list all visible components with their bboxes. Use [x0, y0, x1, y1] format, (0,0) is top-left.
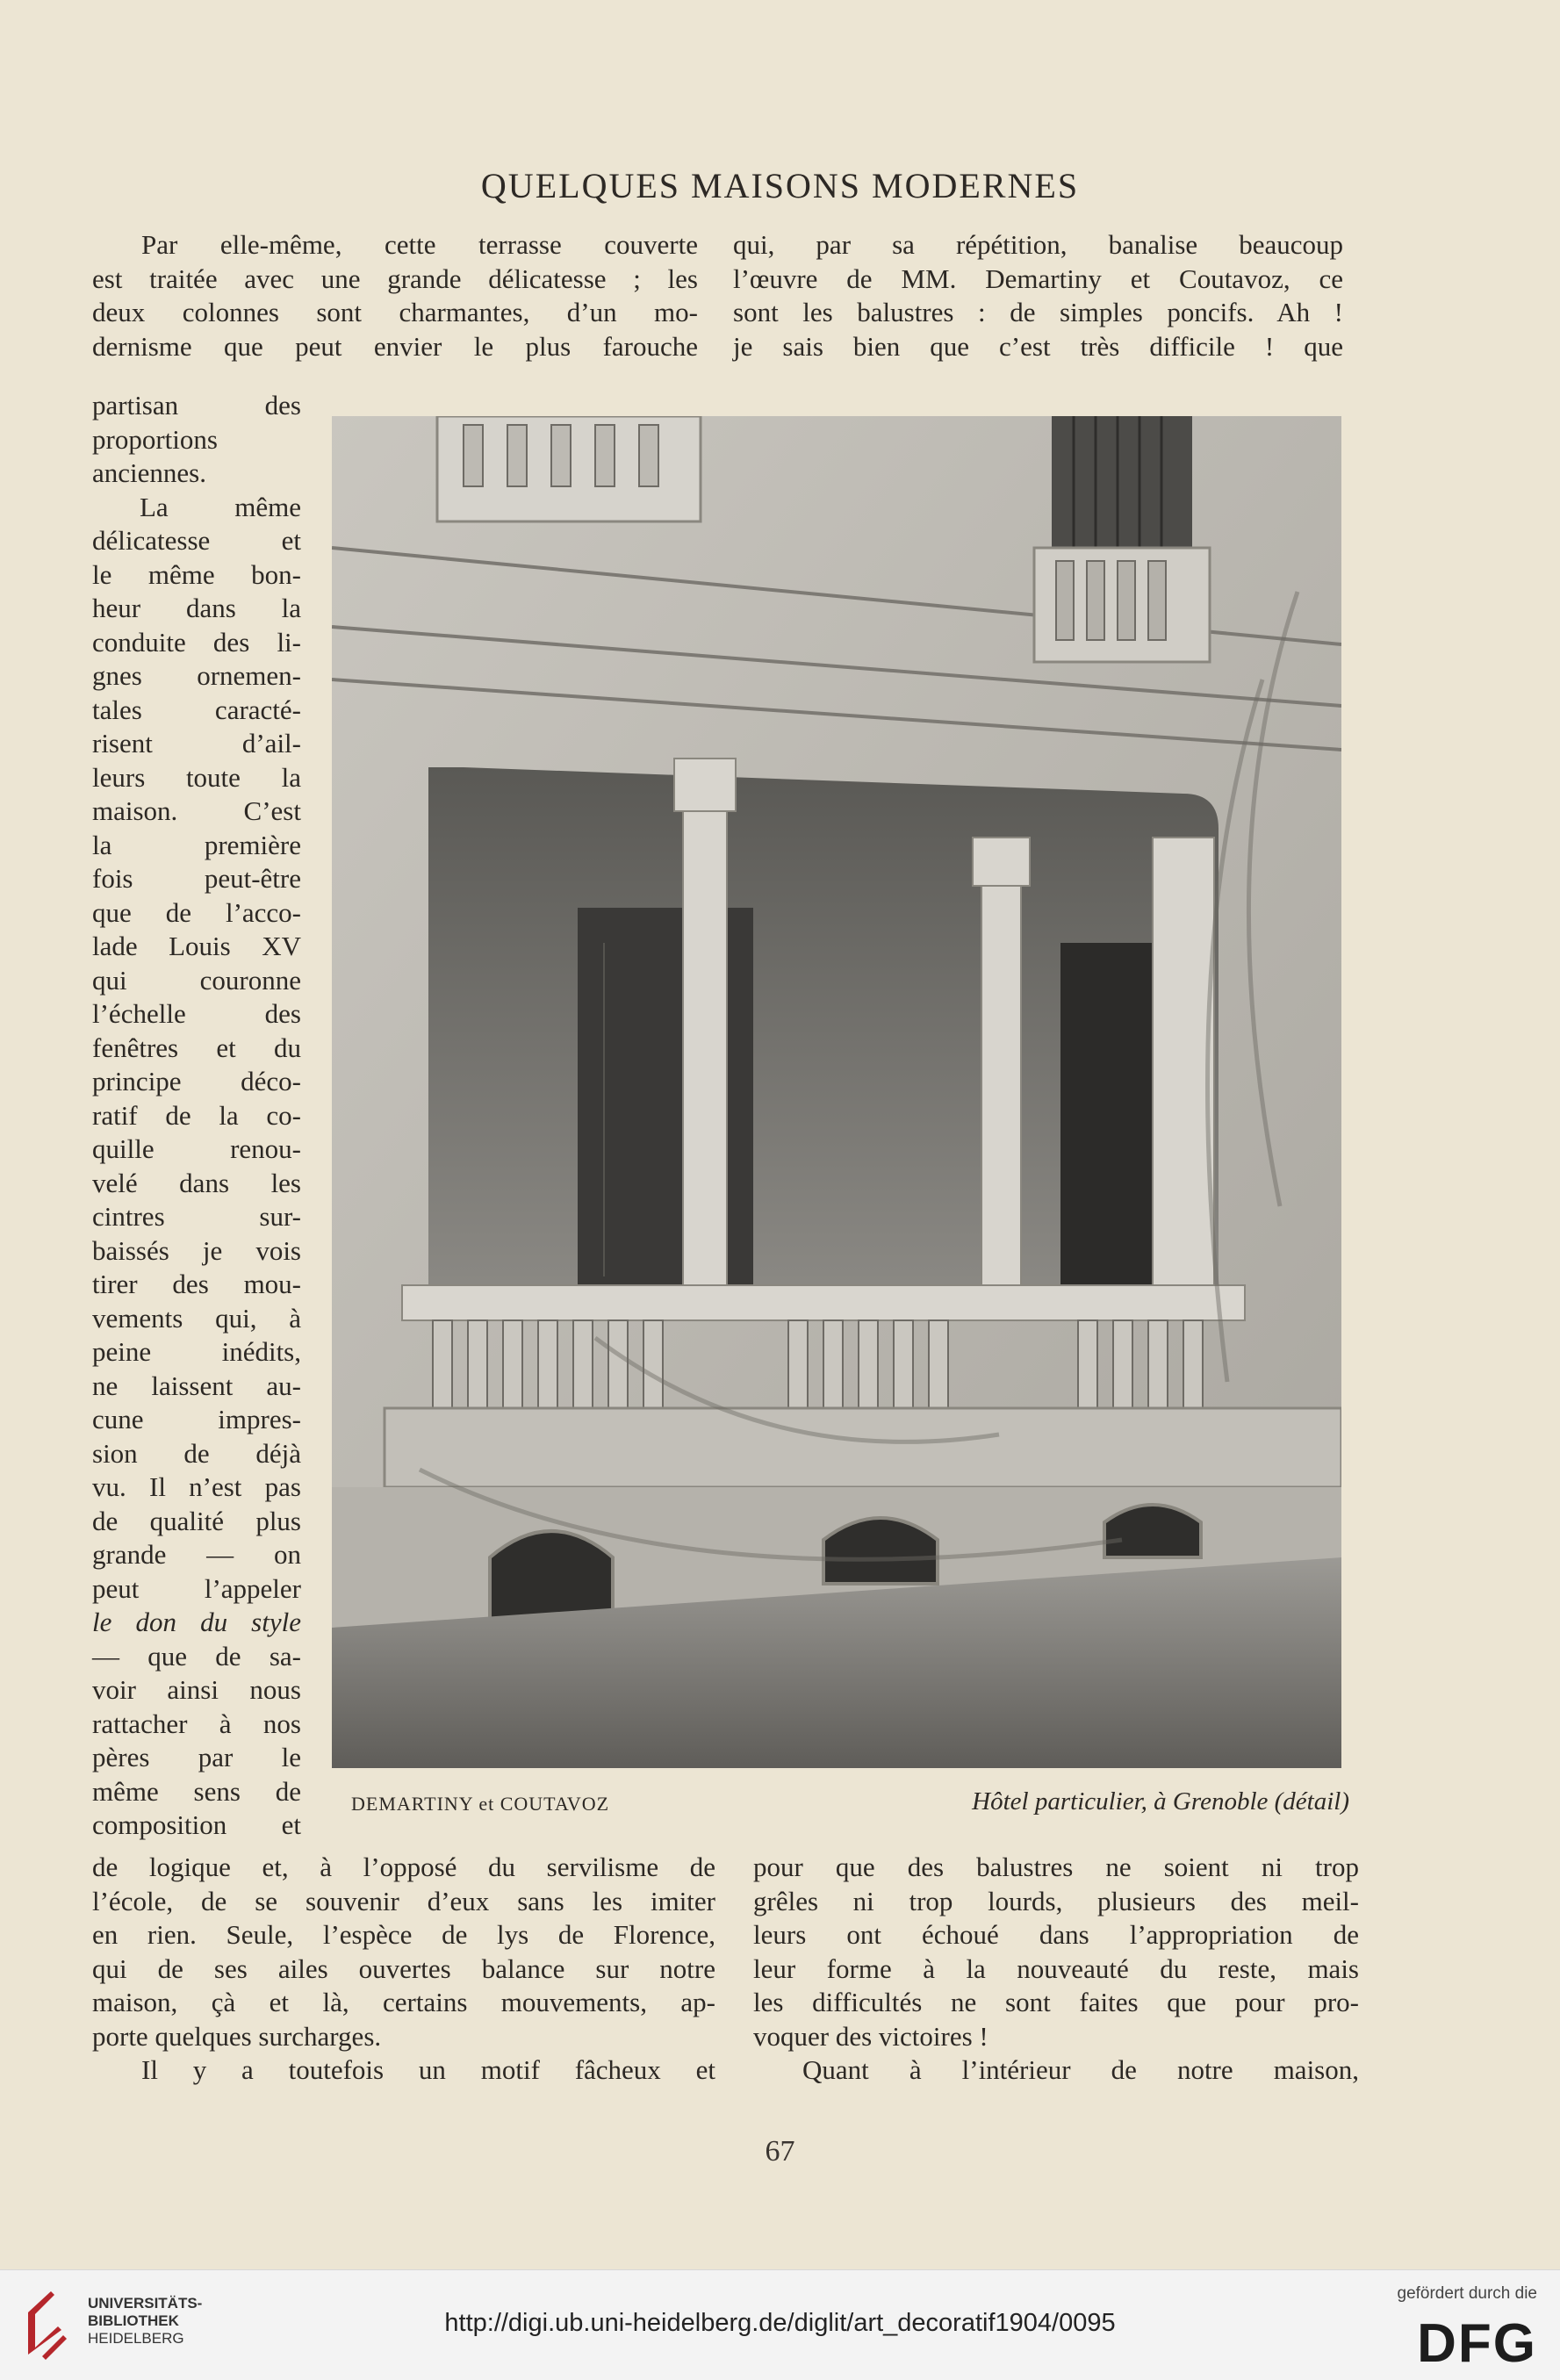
text-line: que de l’acco- — [92, 896, 301, 928]
text-line: en rien. Seule, l’espèce de lys de Florence, — [92, 1919, 715, 1950]
text-line: gnes ornemen- — [92, 660, 301, 691]
text-line: l’échelle des — [92, 998, 301, 1029]
text-line: fenêtres et du — [92, 1032, 301, 1063]
text-line: même sens de — [92, 1775, 301, 1807]
institution-line: UNIVERSITÄTS- — [88, 2295, 203, 2312]
text-line: maison, çà et là, certains mouvements, ap- — [92, 1987, 715, 2017]
text-line: lade Louis XV — [92, 931, 301, 961]
text-line: l’école, de se souvenir d’eux sans les imiter — [92, 1885, 715, 1916]
text-line: principe déco- — [92, 1066, 301, 1097]
text-line: tirer des mou- — [92, 1269, 301, 1299]
text-line: qui couronne — [92, 964, 301, 996]
text-line: sont les balustres : de simples poncifs. Ah ! — [733, 297, 1343, 327]
funded-by-label: gefördert durch die — [1397, 2284, 1537, 2303]
text-line: le même bon- — [92, 558, 301, 590]
text-line: je sais bien que c’est très difficile ! que — [733, 330, 1343, 362]
text-line: de qualité plus — [92, 1505, 301, 1536]
text-line: délicatesse et — [92, 525, 301, 556]
text-line: — que de sa- — [92, 1640, 301, 1672]
text-line: grêles ni trop lourds, plusieurs des meil- — [753, 1885, 1359, 1916]
text-line: partisan des — [92, 390, 301, 421]
column-narrow-wrap — [92, 389, 301, 1843]
column-right-bottom — [753, 1851, 1359, 2088]
text-line: leurs toute la — [92, 761, 301, 793]
text-line: conduite des li- — [92, 626, 301, 658]
text-line: Quant à l’intérieur de notre maison, — [802, 2054, 1359, 2085]
text-line: les difficultés ne sont faites que pour pro- — [753, 1987, 1359, 2017]
page-number: 67 — [765, 2135, 795, 2168]
photo-credit: DEMARTINY et COUTAVOZ — [351, 1793, 610, 1815]
text-line: cintres sur- — [92, 1201, 301, 1232]
text-line: peut l’appeler — [92, 1572, 301, 1604]
text-line: heur dans la — [92, 593, 301, 623]
text-line: La même — [140, 491, 301, 522]
building-photo — [332, 416, 1341, 1768]
text-line: quille renou- — [92, 1133, 301, 1164]
institution-line: BIBLIOTHEK — [88, 2312, 179, 2329]
text-line: vements qui, à — [92, 1302, 301, 1334]
text-line: de logique et, à l’opposé du servilisme de — [92, 1852, 715, 1882]
text-line: cune impres- — [92, 1404, 301, 1434]
text-line: velé dans les — [92, 1167, 301, 1198]
column-left-bottom — [92, 1851, 715, 2088]
text-line: peine inédits, — [92, 1336, 301, 1367]
text-line: dernisme que peut envier le plus farouche — [92, 330, 698, 362]
permalink-url[interactable]: http://digi.ub.uni-heidelberg.de/diglit/art_decoratif1904/0095 — [444, 2309, 1116, 2337]
text-line: sion de déjà — [92, 1437, 301, 1469]
text-line: leur forme à la nouveauté du reste, mais — [753, 1952, 1359, 1984]
text-line: anciennes. — [92, 457, 206, 488]
text-line: la première — [92, 829, 301, 860]
photo-caption: Hôtel particulier, à Grenoble (détail) — [972, 1787, 1349, 1816]
text-line: vu. Il n’est pas — [92, 1471, 301, 1502]
text-line: ratif de la co- — [92, 1099, 301, 1131]
text-line: composition et — [92, 1809, 301, 1840]
column-right-top — [733, 228, 1343, 363]
text-line: l’œuvre de MM. Demartiny et Coutavoz, ce — [733, 262, 1343, 294]
text-line: qui, par sa répétition, banalise beaucoup — [733, 229, 1343, 260]
text-line: maison. C’est — [92, 795, 301, 826]
text-line: voquer des victoires ! — [753, 2020, 988, 2052]
text-line: deux colonnes sont charmantes, d’un mo- — [92, 297, 698, 327]
digitization-footer — [0, 2269, 1560, 2380]
text-line: pour que des balustres ne soient ni trop — [753, 1852, 1359, 1882]
text-line: fois peut-être — [92, 863, 301, 894]
text-line-italic: le don du style — [92, 1607, 301, 1637]
text-line: voir ainsi nous — [92, 1674, 301, 1705]
text-line: risent d’ail- — [92, 728, 301, 759]
text-line: proportions — [92, 423, 218, 455]
text-line: baissés je vois — [92, 1234, 301, 1266]
dfg-logo: DFG — [1417, 2313, 1537, 2374]
text-line: tales caracté- — [92, 694, 301, 725]
column-left-top — [92, 228, 698, 363]
text-line: rattacher à nos — [92, 1708, 301, 1739]
text-line: est traitée avec une grande délicatesse ; les — [92, 262, 698, 294]
text-line: leurs ont échoué dans l’appropriation de — [753, 1919, 1359, 1950]
text-line: qui de ses ailes ouvertes balance sur notre — [92, 1952, 715, 1984]
text-line: grande — on — [92, 1539, 301, 1570]
text-line: Il y a toutefois un motif fâcheux et — [141, 2054, 715, 2085]
text-line: ne laissent au- — [92, 1370, 301, 1401]
text-line: porte quelques surcharges. — [92, 2020, 382, 2052]
photo-illustration — [332, 416, 1341, 1768]
text-line: Par elle-même, cette terrasse couverte — [141, 229, 698, 260]
running-head: QUELQUES MAISONS MODERNES — [480, 166, 1080, 205]
institution-line: HEIDELBERG — [88, 2330, 184, 2347]
text-line: pères par le — [92, 1742, 301, 1772]
